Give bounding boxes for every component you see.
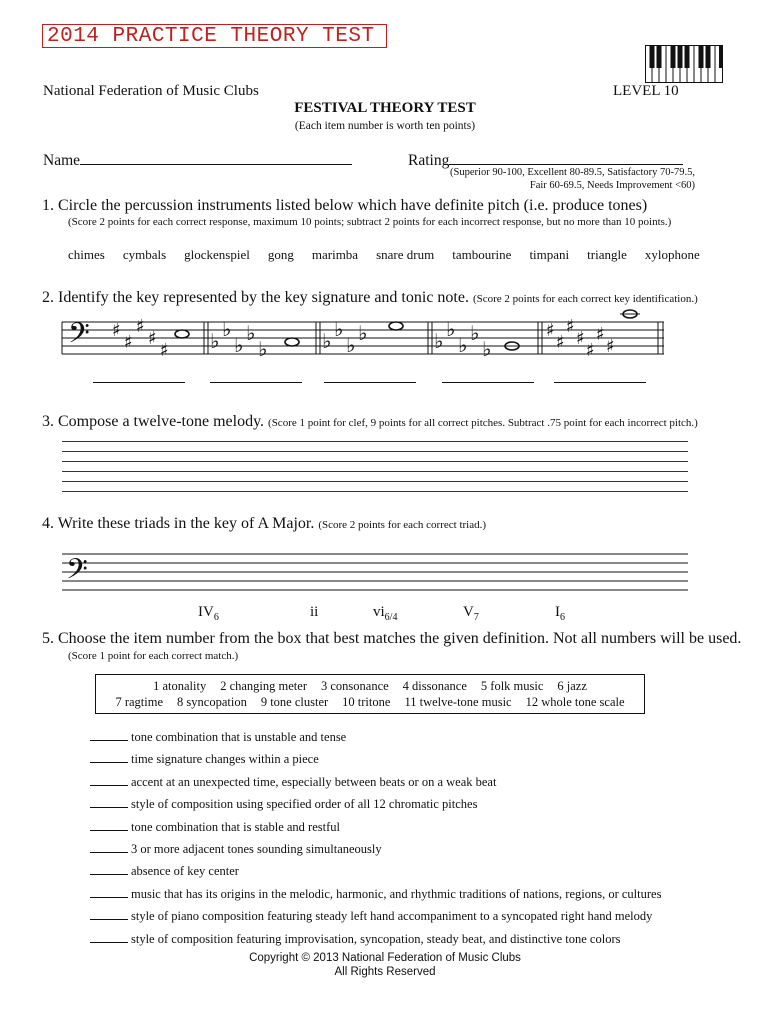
flat-sign: ♭	[446, 317, 456, 341]
staff-line	[62, 471, 688, 472]
triad-label: $IV_6$	[198, 604, 219, 623]
flat-sign: ♭	[258, 337, 268, 361]
flat-sign: ♭	[434, 329, 444, 353]
sharp-sign: ♯	[556, 332, 565, 353]
term-item: 3 consonance	[320, 679, 389, 693]
name-label: Name	[43, 152, 81, 169]
organization-name: National Federation of Music Clubs	[43, 83, 259, 99]
sharp-sign: ♯	[148, 328, 157, 349]
triad-label: $V_7$	[463, 604, 479, 623]
staff-line	[62, 451, 688, 452]
flat-sign: ♭	[470, 321, 480, 345]
definition-item: tone combination that is stable and restful	[90, 818, 661, 840]
staff-line	[62, 491, 688, 492]
sharp-sign: ♯	[566, 316, 575, 337]
flat-sign: ♭	[458, 333, 468, 357]
question-2: 2. Identify the key represented by the key signature and tonic note. (Score 2 points for each correct key identification.)	[42, 289, 698, 306]
answer-blank[interactable]	[90, 841, 128, 853]
triad-staff[interactable]	[62, 550, 692, 594]
term-item: 7 ragtime	[115, 695, 164, 709]
sharp-sign: ♯	[596, 324, 605, 345]
staff-line	[62, 481, 688, 482]
answer-blank[interactable]	[90, 819, 128, 831]
instrument-item[interactable]: gong	[267, 247, 294, 262]
sharp-sign: ♯	[606, 336, 615, 357]
bass-clef-icon: 𝄢	[66, 553, 88, 593]
answer-blank[interactable]	[90, 774, 128, 786]
answer-blank[interactable]	[90, 796, 128, 808]
tonic-note	[389, 322, 403, 330]
instrument-item[interactable]: tambourine	[452, 247, 512, 262]
staff-line	[62, 441, 688, 442]
key-answer-line[interactable]	[210, 382, 302, 383]
sharp-sign: ♯	[160, 340, 169, 361]
answer-blank[interactable]	[90, 886, 128, 898]
term-item: 10 tritone	[342, 695, 391, 709]
definition-item: style of composition using specified order of all 12 chromatic pitches	[90, 795, 661, 817]
term-item: 1 atonality	[153, 679, 207, 693]
definition-item: time signature changes within a piece	[90, 750, 661, 772]
question-5-note: (Score 1 point for each correct match.)	[68, 650, 239, 662]
term-box	[95, 674, 645, 714]
sharp-sign: ♯	[576, 328, 585, 349]
rating-label: Rating	[408, 152, 450, 169]
instrument-item[interactable]: marimba	[311, 247, 359, 262]
instrument-item[interactable]: glockenspiel	[184, 247, 250, 262]
flat-sign: ♭	[346, 333, 356, 357]
term-item: 12 whole tone scale	[525, 695, 625, 709]
term-item: 8 syncopation	[177, 695, 247, 709]
sharp-sign: ♯	[546, 320, 555, 341]
answer-blank[interactable]	[90, 729, 128, 741]
staff-line	[62, 461, 688, 462]
definition-item: absence of key center	[90, 862, 661, 884]
bass-clef-icon: 𝄢	[68, 317, 90, 357]
question-4: 4. Write these triads in the key of A Major. (Score 2 points for each correct triad.)	[42, 515, 487, 532]
definition-item: tone combination that is unstable and tense	[90, 728, 661, 750]
instrument-item[interactable]: cymbals	[122, 247, 167, 262]
question-4-note: (Score 2 points for each correct triad.)	[318, 519, 487, 531]
rating-scale-note: (Superior 90-100, Excellent 80-89.5, Satisfactory 70-79.5, Fair 60-69.5, Needs Improvement <60)	[450, 167, 695, 191]
instrument-item[interactable]: chimes	[68, 247, 105, 262]
flat-sign: ♭	[358, 321, 368, 345]
instrument-item[interactable]: timpani	[529, 247, 570, 262]
term-item: 11 twelve-tone music	[404, 695, 512, 709]
term-item: 6 jazz	[557, 679, 587, 693]
triad-label: $I_6$	[555, 604, 565, 623]
sharp-sign: ♯	[136, 316, 145, 337]
definition-item: style of piano composition featuring steady left hand accompaniment to a syncopated right hand melody	[90, 907, 661, 929]
tonic-note	[175, 330, 189, 338]
piano-keyboard-icon	[645, 45, 723, 83]
test-banner: 2014 PRACTICE THEORY TEST	[42, 24, 387, 48]
test-level: LEVEL 10	[613, 83, 679, 99]
question-1: 1. Circle the percussion instruments listed below which have definite pitch (i.e. produce tones)	[42, 197, 648, 214]
term-row	[96, 678, 644, 694]
flat-sign: ♭	[246, 321, 256, 345]
question-3: 3. Compose a twelve-tone melody. (Score 1 point for clef, 9 points for all correct pitches. Subtract .75 point for each incorrect pitch.)	[42, 413, 698, 430]
flat-sign: ♭	[334, 317, 344, 341]
triad-labels	[0, 604, 770, 626]
key-signature-staff	[60, 308, 670, 370]
term-row	[96, 694, 644, 710]
flat-sign: ♭	[234, 333, 244, 357]
key-answer-line[interactable]	[324, 382, 416, 383]
sharp-sign: ♯	[124, 332, 133, 353]
triad-label: $vi_{6/4}$	[373, 604, 398, 623]
triad-label: ii	[310, 604, 319, 620]
definition-item: 3 or more adjacent tones sounding simultaneously	[90, 840, 661, 862]
sharp-sign: ♯	[586, 340, 595, 361]
name-input-line[interactable]	[80, 150, 352, 165]
key-answer-line[interactable]	[93, 382, 185, 383]
term-item: 5 folk music	[480, 679, 544, 693]
term-item: 2 changing meter	[220, 679, 307, 693]
question-2-note: (Score 2 points for each correct key identification.)	[472, 293, 698, 305]
definition-item: music that has its origins in the melodic, harmonic, and rhythmic traditions of nations, regions, or cultures	[90, 885, 661, 907]
answer-blank[interactable]	[90, 751, 128, 763]
question-1-note: (Score 2 points for each correct response, maximum 10 points; subtract 2 points for each incorrect response, but no more than 10 points.)	[68, 216, 672, 228]
instrument-item[interactable]: snare drum	[376, 247, 435, 262]
key-answer-line[interactable]	[554, 382, 646, 383]
name-field[interactable]	[43, 150, 352, 170]
answer-blank[interactable]	[90, 863, 128, 875]
definition-item: style of composition featuring improvisation, syncopation, steady beat, and distinctive tone colors	[90, 930, 661, 952]
instrument-list	[68, 247, 700, 263]
instrument-item[interactable]: xylophone	[644, 247, 700, 262]
flat-sign: ♭	[482, 337, 492, 361]
question-3-note: (Score 1 point for clef, 9 points for all correct pitches. Subtract .75 point for each incorrect pitch.)	[268, 417, 698, 429]
copyright-footer: Copyright © 2013 National Federation of Music Clubs All Rights Reserved	[249, 952, 521, 978]
page-subtitle: (Each item number is worth ten points)	[294, 120, 476, 132]
flat-sign: ♭	[222, 317, 232, 341]
answer-blank[interactable]	[90, 931, 128, 943]
flat-sign: ♭	[322, 329, 332, 353]
sharp-sign: ♯	[112, 320, 121, 341]
rating-input-line[interactable]	[449, 150, 683, 165]
question-5: 5. Choose the item number from the box that best matches the given definition. Not all numbers will be used.	[42, 630, 742, 647]
tonic-note	[285, 338, 299, 346]
flat-sign: ♭	[210, 329, 220, 353]
key-answer-line[interactable]	[442, 382, 534, 383]
definition-item: accent at an unexpected time, especially between beats or on a weak beat	[90, 773, 661, 795]
answer-blank[interactable]	[90, 908, 128, 920]
definition-list	[90, 728, 661, 952]
term-item: 4 dissonance	[402, 679, 467, 693]
term-item: 9 tone cluster	[260, 695, 329, 709]
instrument-item[interactable]: triangle	[587, 247, 627, 262]
page-title: FESTIVAL THEORY TEST	[294, 100, 476, 116]
